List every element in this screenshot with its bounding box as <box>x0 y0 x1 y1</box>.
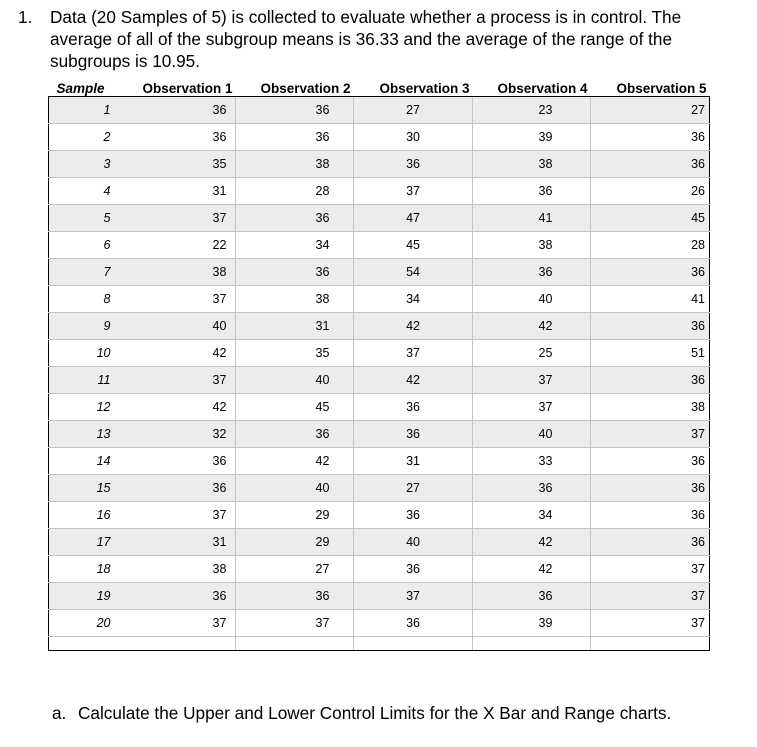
cell-observation-2: 28 <box>236 178 354 205</box>
cell-observation-2: 36 <box>236 421 354 448</box>
cell-observation-3: 42 <box>354 367 473 394</box>
cell-observation-5: 36 <box>591 367 710 394</box>
cell-observation-3: 36 <box>354 421 473 448</box>
cell-observation-1: 37 <box>115 367 236 394</box>
cell-observation-4: 33 <box>473 448 591 475</box>
cell-sample: 10 <box>49 340 115 367</box>
cell-observation-4: 42 <box>473 313 591 340</box>
cell-observation-2: 29 <box>236 529 354 556</box>
header-observation-5: Observation 5 <box>591 80 710 97</box>
cell-observation-5: 37 <box>591 583 710 610</box>
part-a-label: a. <box>52 703 67 723</box>
question-part-a <box>52 702 671 724</box>
empty-cell <box>236 637 354 651</box>
cell-observation-4: 37 <box>473 394 591 421</box>
cell-observation-1: 42 <box>115 394 236 421</box>
cell-observation-1: 31 <box>115 178 236 205</box>
cell-observation-1: 22 <box>115 232 236 259</box>
cell-observation-2: 34 <box>236 232 354 259</box>
cell-observation-5: 36 <box>591 124 710 151</box>
cell-observation-5: 28 <box>591 232 710 259</box>
cell-observation-4: 36 <box>473 583 591 610</box>
cell-observation-3: 37 <box>354 340 473 367</box>
empty-cell <box>591 637 710 651</box>
empty-cell <box>354 637 473 651</box>
cell-observation-1: 36 <box>115 124 236 151</box>
cell-observation-4: 34 <box>473 502 591 529</box>
cell-observation-5: 37 <box>591 556 710 583</box>
table-row <box>49 367 710 394</box>
cell-sample: 19 <box>49 583 115 610</box>
cell-observation-4: 42 <box>473 529 591 556</box>
cell-observation-3: 36 <box>354 556 473 583</box>
cell-observation-4: 38 <box>473 232 591 259</box>
cell-observation-5: 26 <box>591 178 710 205</box>
cell-observation-3: 27 <box>354 97 473 124</box>
table-row <box>49 178 710 205</box>
cell-observation-2: 38 <box>236 151 354 178</box>
header-observation-1: Observation 1 <box>115 80 236 97</box>
table-row <box>49 448 710 475</box>
cell-observation-2: 38 <box>236 286 354 313</box>
cell-observation-4: 25 <box>473 340 591 367</box>
data-table-container <box>48 80 709 651</box>
cell-observation-4: 38 <box>473 151 591 178</box>
cell-observation-3: 47 <box>354 205 473 232</box>
table-bottom-border <box>49 637 710 651</box>
cell-sample: 8 <box>49 286 115 313</box>
cell-observation-5: 37 <box>591 610 710 637</box>
cell-sample: 15 <box>49 475 115 502</box>
cell-sample: 12 <box>49 394 115 421</box>
cell-observation-3: 36 <box>354 151 473 178</box>
cell-observation-1: 38 <box>115 259 236 286</box>
cell-observation-4: 41 <box>473 205 591 232</box>
empty-cell <box>115 637 236 651</box>
cell-observation-2: 37 <box>236 610 354 637</box>
cell-observation-4: 37 <box>473 367 591 394</box>
cell-observation-3: 37 <box>354 583 473 610</box>
cell-sample: 7 <box>49 259 115 286</box>
cell-sample: 4 <box>49 178 115 205</box>
cell-observation-5: 36 <box>591 529 710 556</box>
table-row <box>49 205 710 232</box>
table-header-row <box>49 80 710 97</box>
cell-observation-2: 45 <box>236 394 354 421</box>
cell-observation-4: 36 <box>473 178 591 205</box>
cell-observation-2: 36 <box>236 259 354 286</box>
cell-observation-3: 40 <box>354 529 473 556</box>
cell-sample: 6 <box>49 232 115 259</box>
cell-sample: 18 <box>49 556 115 583</box>
cell-sample: 9 <box>49 313 115 340</box>
cell-observation-2: 40 <box>236 475 354 502</box>
cell-observation-1: 38 <box>115 556 236 583</box>
table-row <box>49 151 710 178</box>
cell-observation-2: 36 <box>236 97 354 124</box>
cell-observation-1: 37 <box>115 502 236 529</box>
cell-observation-5: 38 <box>591 394 710 421</box>
cell-observation-2: 36 <box>236 583 354 610</box>
table-row <box>49 529 710 556</box>
table-row <box>49 259 710 286</box>
part-a-text: Calculate the Upper and Lower Control Limits for the X Bar and Range charts. <box>78 703 672 723</box>
cell-observation-5: 51 <box>591 340 710 367</box>
cell-observation-1: 32 <box>115 421 236 448</box>
cell-observation-3: 36 <box>354 502 473 529</box>
question-text: Data (20 Samples of 5) is collected to evaluate whether a process is in control. The average of all of the subgroup means is 36.33 and the average of the range of the subgroups is 10.95. <box>50 7 682 71</box>
cell-observation-1: 35 <box>115 151 236 178</box>
table-row <box>49 124 710 151</box>
cell-observation-1: 40 <box>115 313 236 340</box>
cell-observation-5: 37 <box>591 421 710 448</box>
cell-sample: 3 <box>49 151 115 178</box>
cell-observation-3: 31 <box>354 448 473 475</box>
cell-sample: 2 <box>49 124 115 151</box>
table-row <box>49 475 710 502</box>
cell-observation-5: 36 <box>591 313 710 340</box>
cell-observation-2: 29 <box>236 502 354 529</box>
cell-observation-4: 42 <box>473 556 591 583</box>
cell-observation-4: 23 <box>473 97 591 124</box>
table-row <box>49 502 710 529</box>
cell-observation-2: 36 <box>236 124 354 151</box>
cell-observation-3: 45 <box>354 232 473 259</box>
table-row <box>49 286 710 313</box>
table-row <box>49 340 710 367</box>
cell-observation-5: 36 <box>591 151 710 178</box>
cell-observation-2: 35 <box>236 340 354 367</box>
cell-observation-4: 39 <box>473 124 591 151</box>
cell-observation-1: 36 <box>115 97 236 124</box>
cell-observation-5: 45 <box>591 205 710 232</box>
cell-sample: 11 <box>49 367 115 394</box>
cell-observation-4: 36 <box>473 259 591 286</box>
empty-cell <box>473 637 591 651</box>
cell-observation-2: 31 <box>236 313 354 340</box>
empty-cell <box>49 637 115 651</box>
header-observation-2: Observation 2 <box>236 80 354 97</box>
cell-observation-2: 42 <box>236 448 354 475</box>
cell-sample: 1 <box>49 97 115 124</box>
cell-sample: 20 <box>49 610 115 637</box>
cell-observation-4: 36 <box>473 475 591 502</box>
header-observation-4: Observation 4 <box>473 80 591 97</box>
cell-sample: 14 <box>49 448 115 475</box>
observations-table <box>48 80 710 651</box>
cell-sample: 13 <box>49 421 115 448</box>
cell-sample: 16 <box>49 502 115 529</box>
cell-observation-5: 36 <box>591 502 710 529</box>
table-row <box>49 610 710 637</box>
cell-observation-4: 40 <box>473 421 591 448</box>
table-row <box>49 313 710 340</box>
cell-observation-2: 27 <box>236 556 354 583</box>
cell-observation-3: 36 <box>354 610 473 637</box>
cell-observation-3: 37 <box>354 178 473 205</box>
cell-observation-2: 40 <box>236 367 354 394</box>
cell-observation-1: 37 <box>115 610 236 637</box>
cell-observation-5: 36 <box>591 475 710 502</box>
header-sample: Sample <box>49 80 115 97</box>
cell-observation-4: 39 <box>473 610 591 637</box>
table-row <box>49 97 710 124</box>
cell-sample: 5 <box>49 205 115 232</box>
cell-observation-1: 36 <box>115 475 236 502</box>
cell-observation-5: 27 <box>591 97 710 124</box>
cell-observation-1: 36 <box>115 583 236 610</box>
cell-observation-4: 40 <box>473 286 591 313</box>
header-observation-3: Observation 3 <box>354 80 473 97</box>
table-row <box>49 394 710 421</box>
question-number: 1. <box>18 7 33 27</box>
cell-observation-3: 27 <box>354 475 473 502</box>
cell-sample: 17 <box>49 529 115 556</box>
cell-observation-1: 31 <box>115 529 236 556</box>
table-row <box>49 232 710 259</box>
question-1 <box>18 6 738 72</box>
cell-observation-3: 30 <box>354 124 473 151</box>
cell-observation-2: 36 <box>236 205 354 232</box>
cell-observation-3: 54 <box>354 259 473 286</box>
cell-observation-3: 36 <box>354 394 473 421</box>
table-body <box>49 97 710 651</box>
table-row <box>49 421 710 448</box>
cell-observation-3: 42 <box>354 313 473 340</box>
cell-observation-1: 37 <box>115 205 236 232</box>
cell-observation-1: 36 <box>115 448 236 475</box>
cell-observation-5: 41 <box>591 286 710 313</box>
table-row <box>49 583 710 610</box>
cell-observation-3: 34 <box>354 286 473 313</box>
cell-observation-1: 37 <box>115 286 236 313</box>
cell-observation-5: 36 <box>591 259 710 286</box>
table-row <box>49 556 710 583</box>
cell-observation-1: 42 <box>115 340 236 367</box>
cell-observation-5: 36 <box>591 448 710 475</box>
